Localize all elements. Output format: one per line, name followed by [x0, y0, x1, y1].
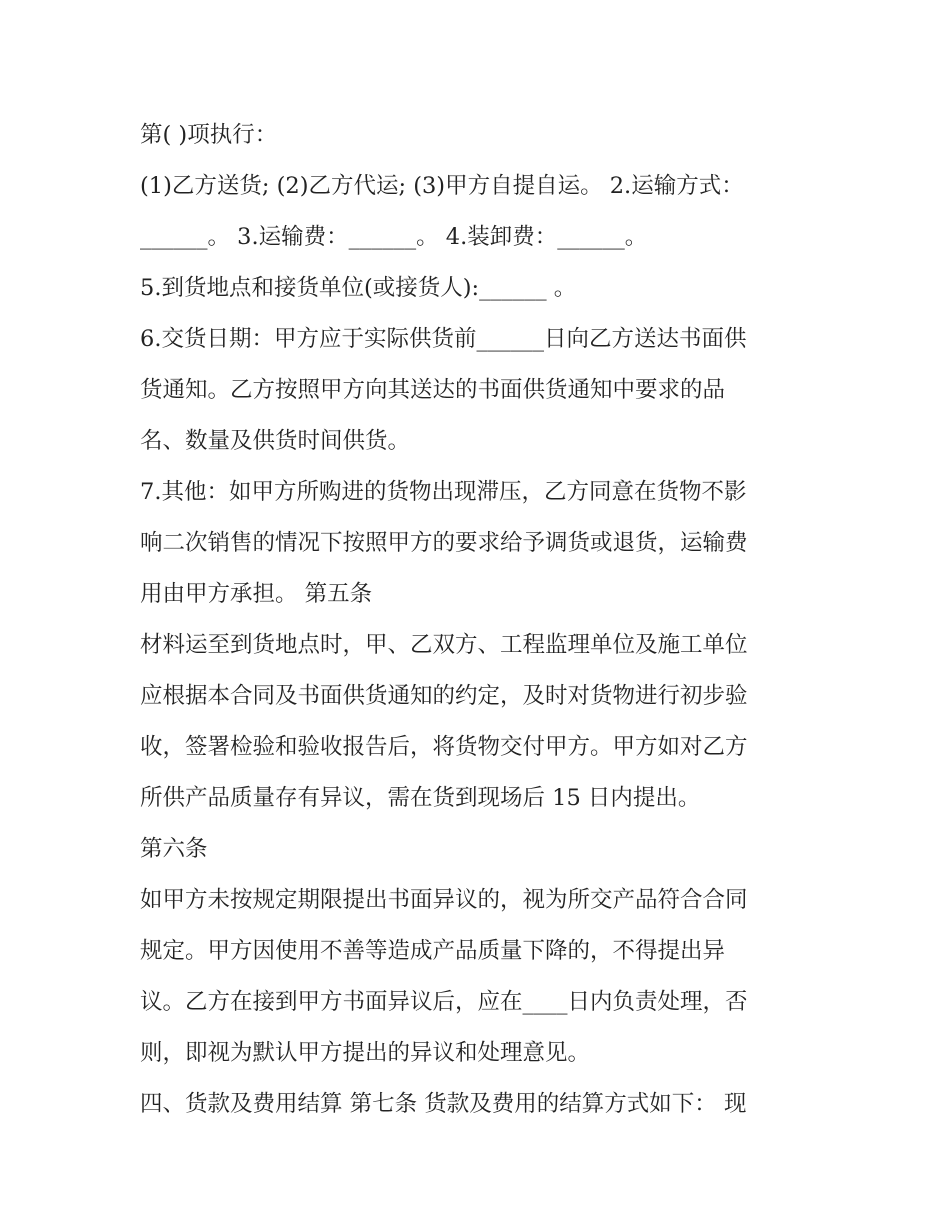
document-body	[140, 110, 812, 1130]
text-line: 7.其他：如甲方所购进的货物出现滞压，乙方同意在货物不影	[140, 479, 747, 505]
text-line: (1)乙方送货; (2)乙方代运; (3)甲方自提自运。 2.运输方式：	[140, 173, 744, 199]
text-line: 响二次销售的情况下按照甲方的要求给予调货或退货，运输费	[140, 530, 748, 556]
text-line: 第六条	[140, 836, 208, 862]
text-line: 5.到货地点和接货单位(或接货人):______ 。	[140, 275, 577, 301]
text-line: 货通知。乙方按照甲方向其送达的书面供货通知中要求的品	[140, 377, 726, 403]
text-line: 材料运至到货地点时，甲、乙双方、工程监理单位及施工单位	[140, 632, 748, 658]
text-line: ______。 3.运输费：______。 4.装卸费：______。	[140, 224, 648, 250]
text-line: 收，签署检验和验收报告后，将货物交付甲方。甲方如对乙方	[140, 734, 748, 760]
text-line: 如甲方未按规定期限提出书面异议的，视为所交产品符合合同	[140, 887, 748, 913]
text-line: 名、数量及供货时间供货。	[140, 428, 411, 454]
text-line: 则，即视为默认甲方提出的异议和处理意见。	[140, 1040, 591, 1066]
text-line: 用由甲方承担。 第五条	[140, 581, 373, 607]
text-line: 所供产品质量存有异议，需在货到现场后 15 日内提出。	[140, 785, 701, 811]
text-line: 6.交货日期：甲方应于实际供货前______日向乙方送达书面供	[140, 326, 747, 352]
text-line: 四、货款及费用结算 第七条 货款及费用的结算方式如下： 现	[140, 1091, 747, 1117]
text-line: 第( )项执行：	[140, 122, 278, 148]
text-line: 应根据本合同及书面供货通知的约定，及时对货物进行初步验	[140, 683, 748, 709]
text-line: 议。乙方在接到甲方书面异议后，应在____日内负责处理，否	[140, 989, 748, 1015]
text-line: 规定。甲方因使用不善等造成产品质量下降的，不得提出异	[140, 938, 726, 964]
